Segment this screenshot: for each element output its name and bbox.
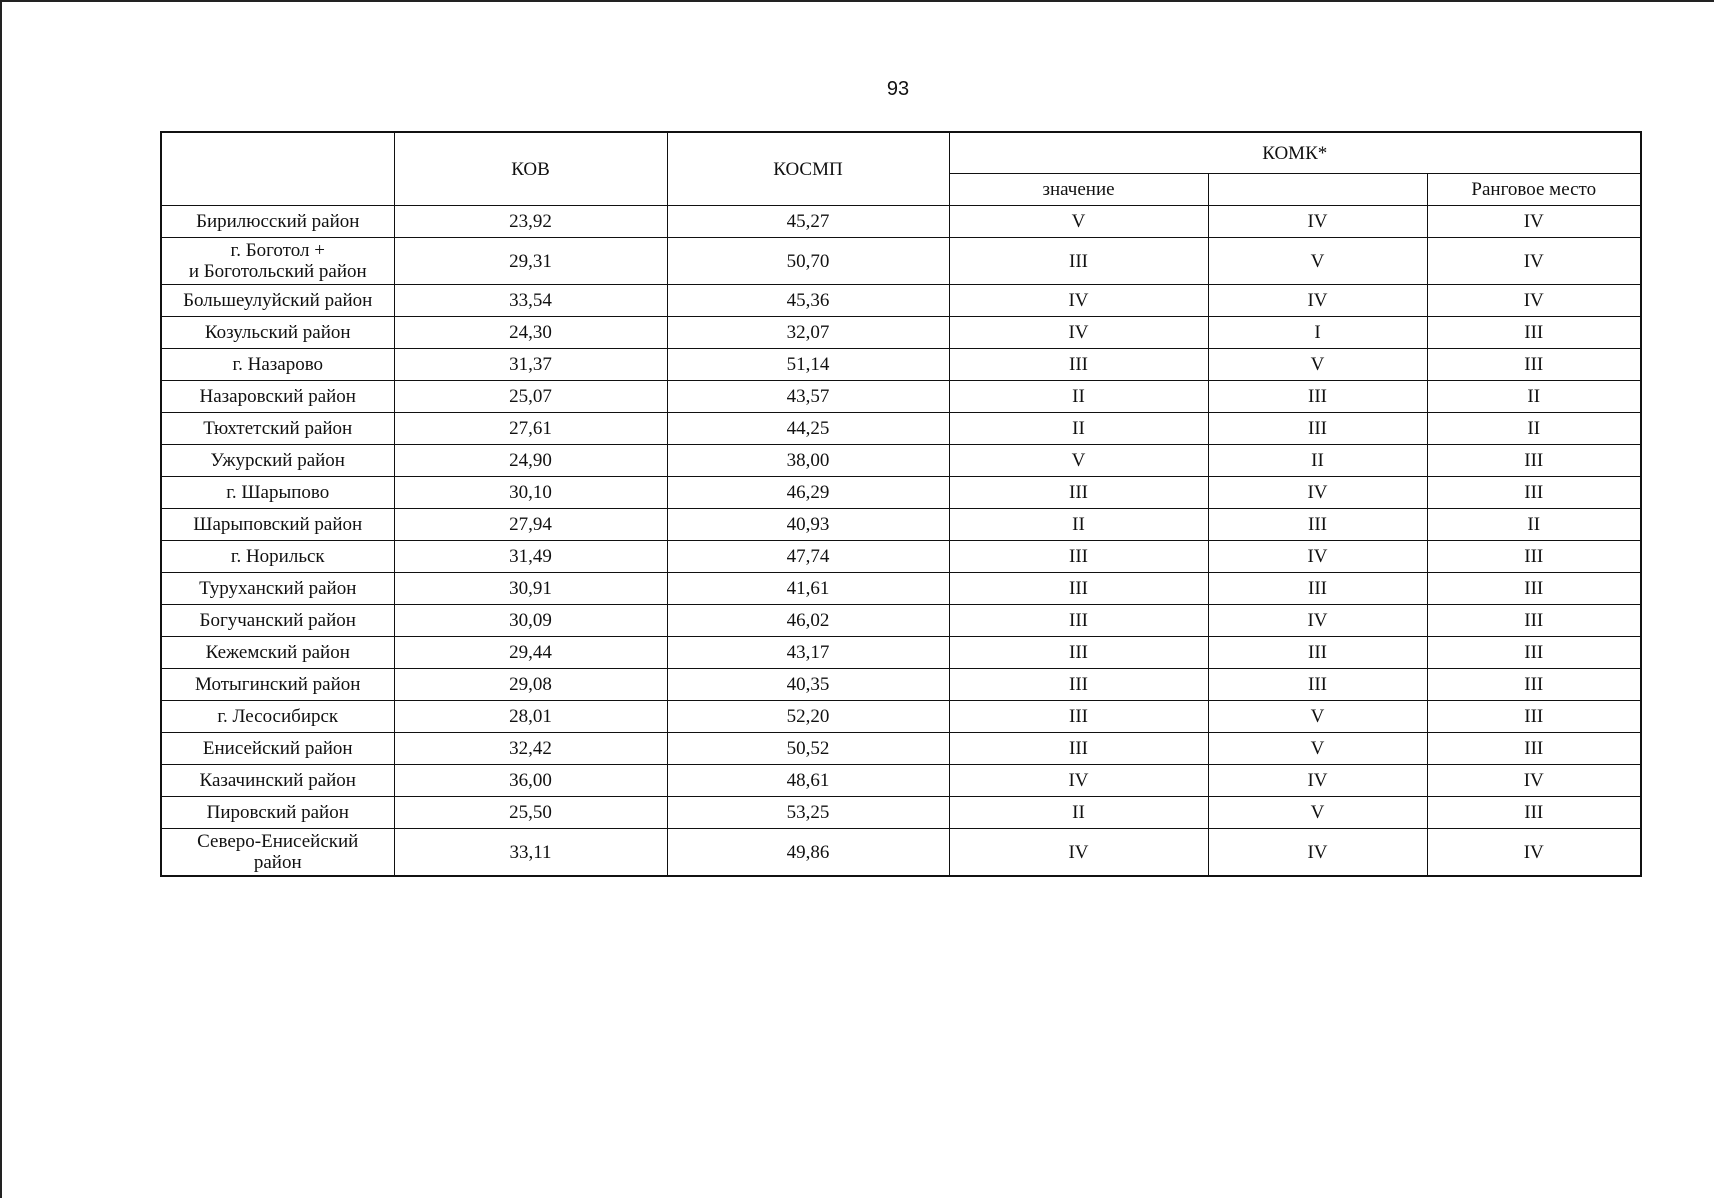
cell-kov: 29,08 [394,669,667,701]
cell-kov: 27,61 [394,413,667,445]
cell-komk-value: III [949,541,1208,573]
cell-komk-blank-col: IV [1208,477,1427,509]
cell-komk-value: IV [949,765,1208,797]
cell-komk-value: III [949,238,1208,285]
cell-komk-value: V [949,445,1208,477]
cell-kov: 25,50 [394,797,667,829]
cell-region: Енисейский район [161,733,394,765]
cell-region: Большеулуйский район [161,285,394,317]
cell-kov: 31,49 [394,541,667,573]
cell-komk-value: V [949,206,1208,238]
cell-komk-rank: III [1427,637,1641,669]
header-kosmp: КОСМП [667,132,949,206]
cell-kosmp: 45,27 [667,206,949,238]
cell-kosmp: 48,61 [667,765,949,797]
cell-komk-value: IV [949,285,1208,317]
table-row [161,637,1641,669]
cell-kov: 36,00 [394,765,667,797]
cell-kosmp: 46,02 [667,605,949,637]
table-row [161,701,1641,733]
cell-komk-blank-col: IV [1208,285,1427,317]
cell-kov: 33,11 [394,829,667,877]
cell-komk-rank: IV [1427,238,1641,285]
cell-komk-blank-col: II [1208,445,1427,477]
cell-komk-value: III [949,701,1208,733]
cell-kov: 30,09 [394,605,667,637]
cell-region: Тюхтетский район [161,413,394,445]
cell-region: Кежемский район [161,637,394,669]
table-row [161,605,1641,637]
cell-komk-value: IV [949,829,1208,877]
cell-kosmp: 45,36 [667,285,949,317]
header-komk-rank: Ранговое место [1427,174,1641,206]
table-row [161,445,1641,477]
cell-kov: 32,42 [394,733,667,765]
cell-region: г. Лесосибирск [161,701,394,733]
table-row [161,765,1641,797]
cell-komk-blank-col: III [1208,669,1427,701]
cell-region: г. Назарово [161,349,394,381]
table-row [161,285,1641,317]
cell-kosmp: 50,70 [667,238,949,285]
table-row [161,238,1641,285]
table-row [161,509,1641,541]
cell-komk-rank: II [1427,509,1641,541]
cell-region: Туруханский район [161,573,394,605]
cell-komk-blank-col: III [1208,573,1427,605]
cell-kov: 30,10 [394,477,667,509]
cell-kosmp: 40,35 [667,669,949,701]
cell-region: Пировский район [161,797,394,829]
cell-komk-rank: III [1427,605,1641,637]
table-row [161,413,1641,445]
cell-komk-blank-col: V [1208,349,1427,381]
cell-komk-rank: III [1427,445,1641,477]
cell-komk-rank: IV [1427,829,1641,877]
cell-kosmp: 40,93 [667,509,949,541]
cell-kosmp: 49,86 [667,829,949,877]
cell-region: Назаровский район [161,381,394,413]
cell-komk-blank-col: V [1208,733,1427,765]
cell-kov: 24,90 [394,445,667,477]
cell-kosmp: 52,20 [667,701,949,733]
cell-kov: 27,94 [394,509,667,541]
cell-komk-value: III [949,605,1208,637]
cell-komk-value: II [949,381,1208,413]
cell-kosmp: 38,00 [667,445,949,477]
cell-komk-rank: III [1427,349,1641,381]
cell-komk-rank: III [1427,797,1641,829]
cell-komk-rank: III [1427,477,1641,509]
cell-komk-rank: III [1427,573,1641,605]
cell-komk-blank-col: IV [1208,541,1427,573]
table-row [161,573,1641,605]
cell-kosmp: 43,17 [667,637,949,669]
table-row [161,829,1641,877]
cell-region: Северо-Енисейский район [161,829,394,877]
table-row [161,349,1641,381]
cell-region: г. Норильск [161,541,394,573]
cell-komk-rank: III [1427,669,1641,701]
cell-komk-rank: II [1427,381,1641,413]
cell-komk-blank-col: IV [1208,829,1427,877]
cell-komk-value: III [949,637,1208,669]
cell-komk-value: III [949,477,1208,509]
cell-komk-rank: III [1427,733,1641,765]
cell-komk-blank-col: V [1208,701,1427,733]
table-row [161,733,1641,765]
table-row [161,669,1641,701]
cell-komk-blank-col: I [1208,317,1427,349]
cell-kov: 28,01 [394,701,667,733]
cell-komk-blank-col: III [1208,509,1427,541]
cell-kov: 29,44 [394,637,667,669]
cell-komk-blank-col: III [1208,413,1427,445]
cell-komk-rank: II [1427,413,1641,445]
cell-komk-rank: IV [1427,765,1641,797]
cell-komk-value: III [949,733,1208,765]
cell-kosmp: 44,25 [667,413,949,445]
cell-komk-value: III [949,573,1208,605]
cell-region: Ужурский район [161,445,394,477]
cell-kov: 25,07 [394,381,667,413]
header-komk-value: значение [949,174,1208,206]
table-header [161,132,1641,206]
cell-kosmp: 47,74 [667,541,949,573]
cell-kov: 29,31 [394,238,667,285]
cell-kov: 23,92 [394,206,667,238]
cell-komk-rank: IV [1427,285,1641,317]
cell-kov: 31,37 [394,349,667,381]
cell-kosmp: 50,52 [667,733,949,765]
cell-kosmp: 32,07 [667,317,949,349]
table-row [161,317,1641,349]
cell-komk-blank-col: IV [1208,206,1427,238]
cell-komk-blank-col: V [1208,797,1427,829]
data-table [160,131,1642,877]
cell-komk-value: III [949,349,1208,381]
table-row [161,381,1641,413]
table-row [161,797,1641,829]
cell-region: г. Боготол + и Боготольский район [161,238,394,285]
cell-region: Мотыгинский район [161,669,394,701]
cell-region: Козульский район [161,317,394,349]
cell-komk-value: III [949,669,1208,701]
cell-komk-rank: IV [1427,206,1641,238]
cell-region: Казачинский район [161,765,394,797]
cell-kov: 30,91 [394,573,667,605]
cell-kosmp: 53,25 [667,797,949,829]
cell-komk-value: II [949,797,1208,829]
cell-region: г. Шарыпово [161,477,394,509]
cell-komk-blank-col: IV [1208,605,1427,637]
cell-komk-blank-col: IV [1208,765,1427,797]
header-komk-blank [1208,174,1427,206]
cell-region: Богучанский район [161,605,394,637]
table-row [161,477,1641,509]
cell-komk-blank-col: III [1208,637,1427,669]
cell-kosmp: 41,61 [667,573,949,605]
cell-komk-value: II [949,413,1208,445]
cell-komk-rank: III [1427,541,1641,573]
table-row [161,541,1641,573]
table-body [161,206,1641,877]
header-kov: КОВ [394,132,667,206]
cell-komk-value: IV [949,317,1208,349]
cell-region: Бирилюсский район [161,206,394,238]
cell-komk-value: II [949,509,1208,541]
cell-komk-rank: III [1427,317,1641,349]
table-row [161,206,1641,238]
cell-komk-rank: III [1427,701,1641,733]
cell-komk-blank-col: V [1208,238,1427,285]
cell-kov: 33,54 [394,285,667,317]
cell-komk-blank-col: III [1208,381,1427,413]
page-number: 93 [886,78,910,100]
cell-region: Шарыповский район [161,509,394,541]
header-komk: КОМК* [949,132,1641,174]
cell-kosmp: 43,57 [667,381,949,413]
cell-kov: 24,30 [394,317,667,349]
header-region [161,132,394,206]
cell-kosmp: 46,29 [667,477,949,509]
cell-kosmp: 51,14 [667,349,949,381]
